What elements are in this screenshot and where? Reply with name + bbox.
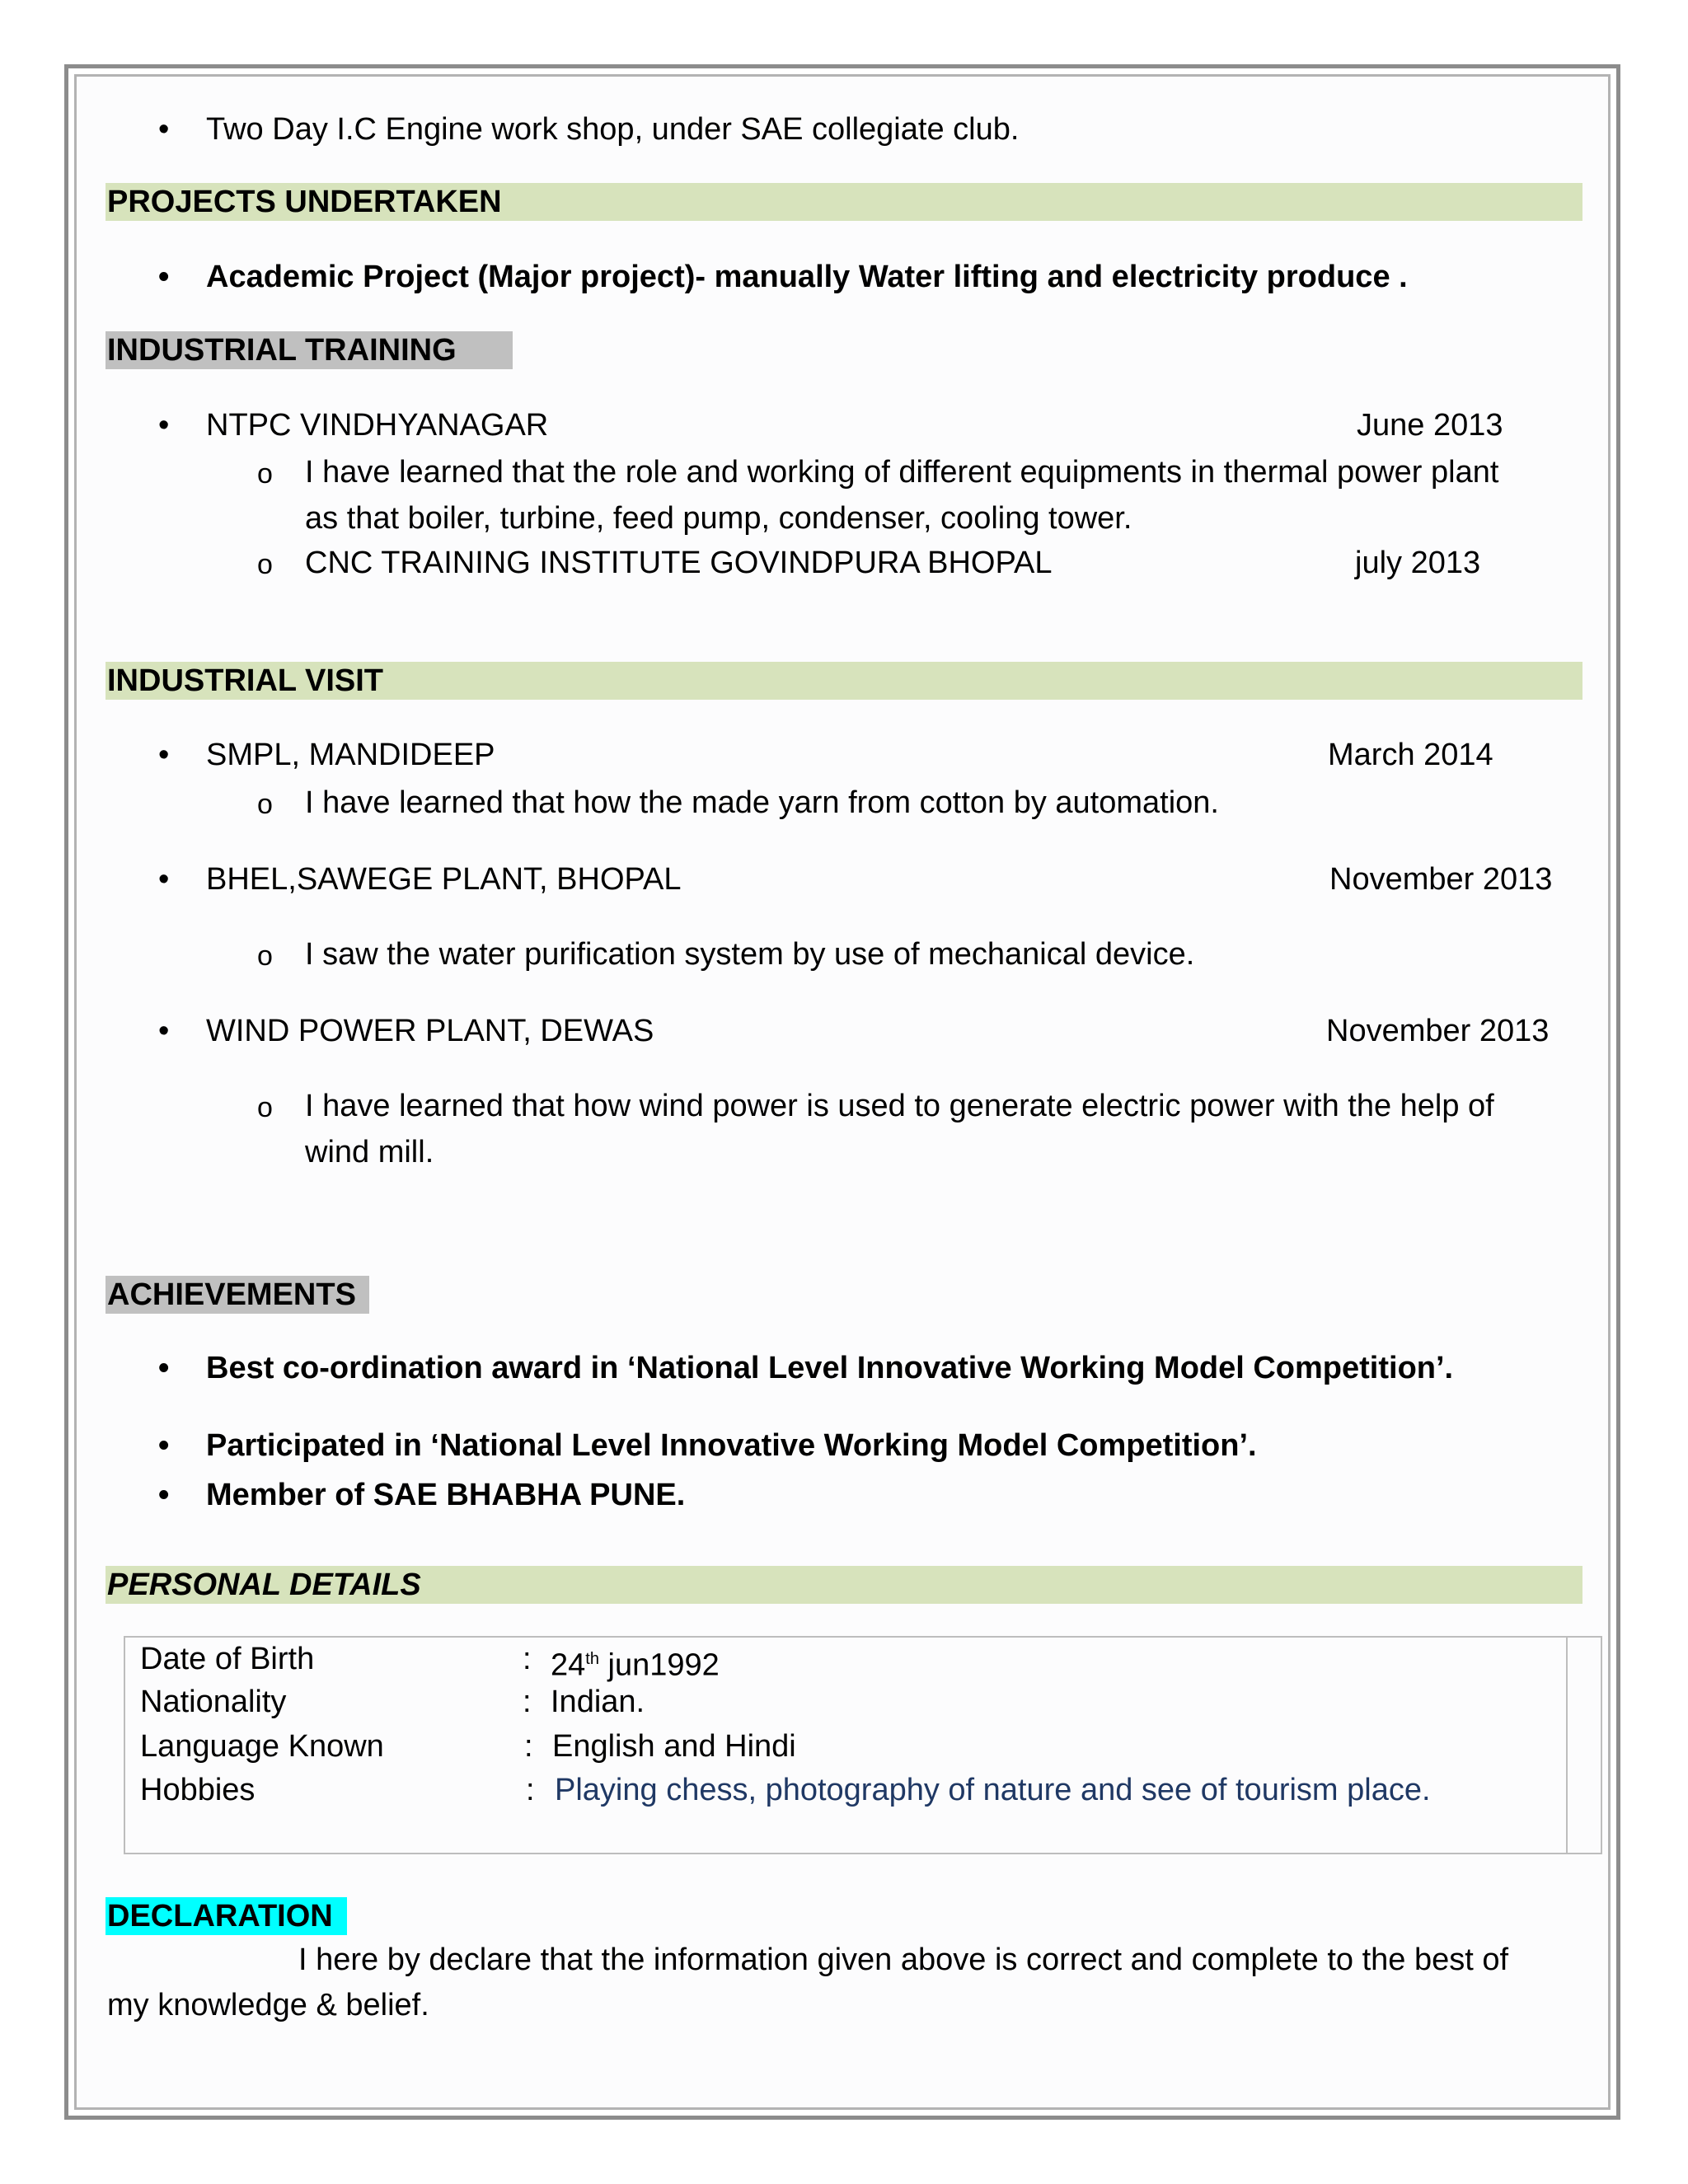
visit-sub: I have learned that how the made yarn from cotton by automation. xyxy=(305,785,1219,820)
visit-item-name: BHEL,SAWEGE PLANT, BHOPAL xyxy=(206,862,682,897)
hobbies-value: Playing chess, photography of nature and see of tourism place. xyxy=(555,1773,1431,1807)
visit-item-name: SMPL, MANDIDEEP xyxy=(206,738,495,772)
language-label: Language Known xyxy=(140,1729,384,1764)
training-sub-date: july 2013 xyxy=(1355,546,1481,580)
training-item-name: NTPC VINDHYANAGAR xyxy=(206,408,549,443)
project-item: Academic Project (Major project)- manually Water lifting and electricity produce . xyxy=(206,260,1408,294)
visit-item-date: November 2013 xyxy=(1326,1014,1550,1048)
achievements-heading: ACHIEVEMENTS xyxy=(106,1276,369,1314)
visit-item-date: November 2013 xyxy=(1329,862,1553,897)
workshop-item: Two Day I.C Engine work shop, under SAE collegiate club. xyxy=(206,112,1020,147)
training-heading: INDUSTRIAL TRAINING xyxy=(106,331,513,369)
bullet-icon: • xyxy=(158,1428,170,1463)
personal-details-divider xyxy=(1566,1636,1568,1854)
nationality-label: Nationality xyxy=(140,1685,287,1719)
dob-separator: : xyxy=(523,1642,532,1676)
declaration-line: my knowledge & belief. xyxy=(107,1988,429,2022)
visit-item-name: WIND POWER PLANT, DEWAS xyxy=(206,1014,654,1048)
bullet-icon: • xyxy=(158,408,170,443)
visit-item-date: March 2014 xyxy=(1328,738,1493,772)
bullet-icon: • xyxy=(158,862,170,897)
language-separator: : xyxy=(524,1729,533,1764)
training-sub-line: I have learned that the role and working of different equipments in thermal power plant xyxy=(305,455,1499,490)
training-sub-line: as that boiler, turbine, feed pump, condenser, cooling tower. xyxy=(305,501,1132,536)
visit-heading: INDUSTRIAL VISIT xyxy=(106,662,1582,700)
bullet-icon: • xyxy=(158,738,170,772)
training-item-date: June 2013 xyxy=(1357,408,1503,443)
hobbies-separator: : xyxy=(526,1773,535,1807)
declaration-line: I here by declare that the information given above is correct and complete to the best of xyxy=(298,1943,1509,1977)
circle-bullet-icon: o xyxy=(257,789,273,820)
achievement-item: Best co-ordination award in ‘National Level Innovative Working Model Competition’. xyxy=(206,1351,1454,1385)
training-sub-name: CNC TRAINING INSTITUTE GOVINDPURA BHOPAL xyxy=(305,546,1053,580)
nationality-separator: : xyxy=(523,1685,532,1719)
circle-bullet-icon: o xyxy=(257,1092,273,1123)
nationality-value: Indian. xyxy=(551,1685,645,1719)
visit-sub-line: I have learned that how wind power is used to generate electric power with the help of xyxy=(305,1089,1494,1123)
bullet-icon: • xyxy=(158,260,170,294)
visit-sub-line: wind mill. xyxy=(305,1135,434,1169)
bullet-icon: • xyxy=(158,112,170,147)
circle-bullet-icon: o xyxy=(257,940,273,972)
bullet-icon: • xyxy=(158,1478,170,1512)
dob-label: Date of Birth xyxy=(140,1642,315,1676)
hobbies-label: Hobbies xyxy=(140,1773,256,1807)
bullet-icon: • xyxy=(158,1351,170,1385)
circle-bullet-icon: o xyxy=(257,458,273,490)
circle-bullet-icon: o xyxy=(257,549,273,580)
declaration-heading: DECLARATION xyxy=(106,1897,347,1935)
achievement-item: Participated in ‘National Level Innovative Working Model Competition’. xyxy=(206,1428,1257,1463)
projects-heading: PROJECTS UNDERTAKEN xyxy=(106,183,1582,221)
dob-value: 24th jun1992 xyxy=(551,1647,720,1683)
personal-heading: PERSONAL DETAILS xyxy=(106,1566,1582,1604)
language-value: English and Hindi xyxy=(552,1729,796,1764)
bullet-icon: • xyxy=(158,1014,170,1048)
visit-sub: I saw the water purification system by use of mechanical device. xyxy=(305,937,1195,972)
achievement-item: Member of SAE BHABHA PUNE. xyxy=(206,1478,686,1512)
